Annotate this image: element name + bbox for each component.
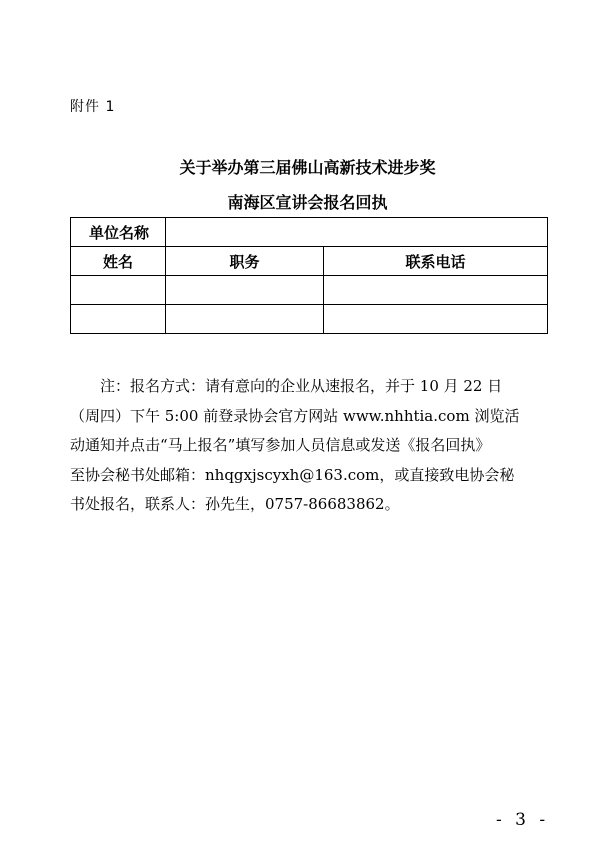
position-cell[interactable] xyxy=(166,276,324,305)
note-line: 书处报名，联系人：孙先生，0757-86683862。 xyxy=(70,495,400,513)
attachment-label: 附件 1 xyxy=(70,99,116,115)
phone-cell[interactable] xyxy=(324,276,548,305)
column-header-phone: 联系电话 xyxy=(324,247,548,276)
name-cell[interactable] xyxy=(71,305,166,334)
note-line: 动通知并点击“马上报名”填写参加人员信息或发送《报名回执》 xyxy=(70,436,491,454)
document-title-line-2: 南海区宣讲会报名回执 xyxy=(227,193,388,212)
document-title-line-1: 关于举办第三届佛山高新技术进步奖 xyxy=(179,158,436,177)
registration-note xyxy=(70,372,548,520)
table-row xyxy=(71,276,548,305)
column-header-name: 姓名 xyxy=(71,247,166,276)
column-header-position: 职务 xyxy=(166,247,324,276)
position-cell[interactable] xyxy=(166,305,324,334)
note-line: （周四）下午 5:00 前登录协会官方网站 www.nhhtia.com 浏览活 xyxy=(70,406,520,425)
note-line: 至协会秘书处邮箱：nhqgxjscyxh@163.com，或直接致电协会秘 xyxy=(70,465,515,484)
table-row xyxy=(71,305,548,334)
registration-form-table xyxy=(70,217,548,334)
name-cell[interactable] xyxy=(71,276,166,305)
phone-cell[interactable] xyxy=(324,305,548,334)
header-row xyxy=(71,247,548,276)
page-number: - 3 - xyxy=(496,810,550,830)
unit-name-label: 单位名称 xyxy=(71,218,166,247)
unit-name-field[interactable] xyxy=(166,218,548,247)
unit-row xyxy=(71,218,548,247)
note-line: 注：报名方式：请有意向的企业从速报名，并于 10 月 22 日 xyxy=(100,377,503,395)
